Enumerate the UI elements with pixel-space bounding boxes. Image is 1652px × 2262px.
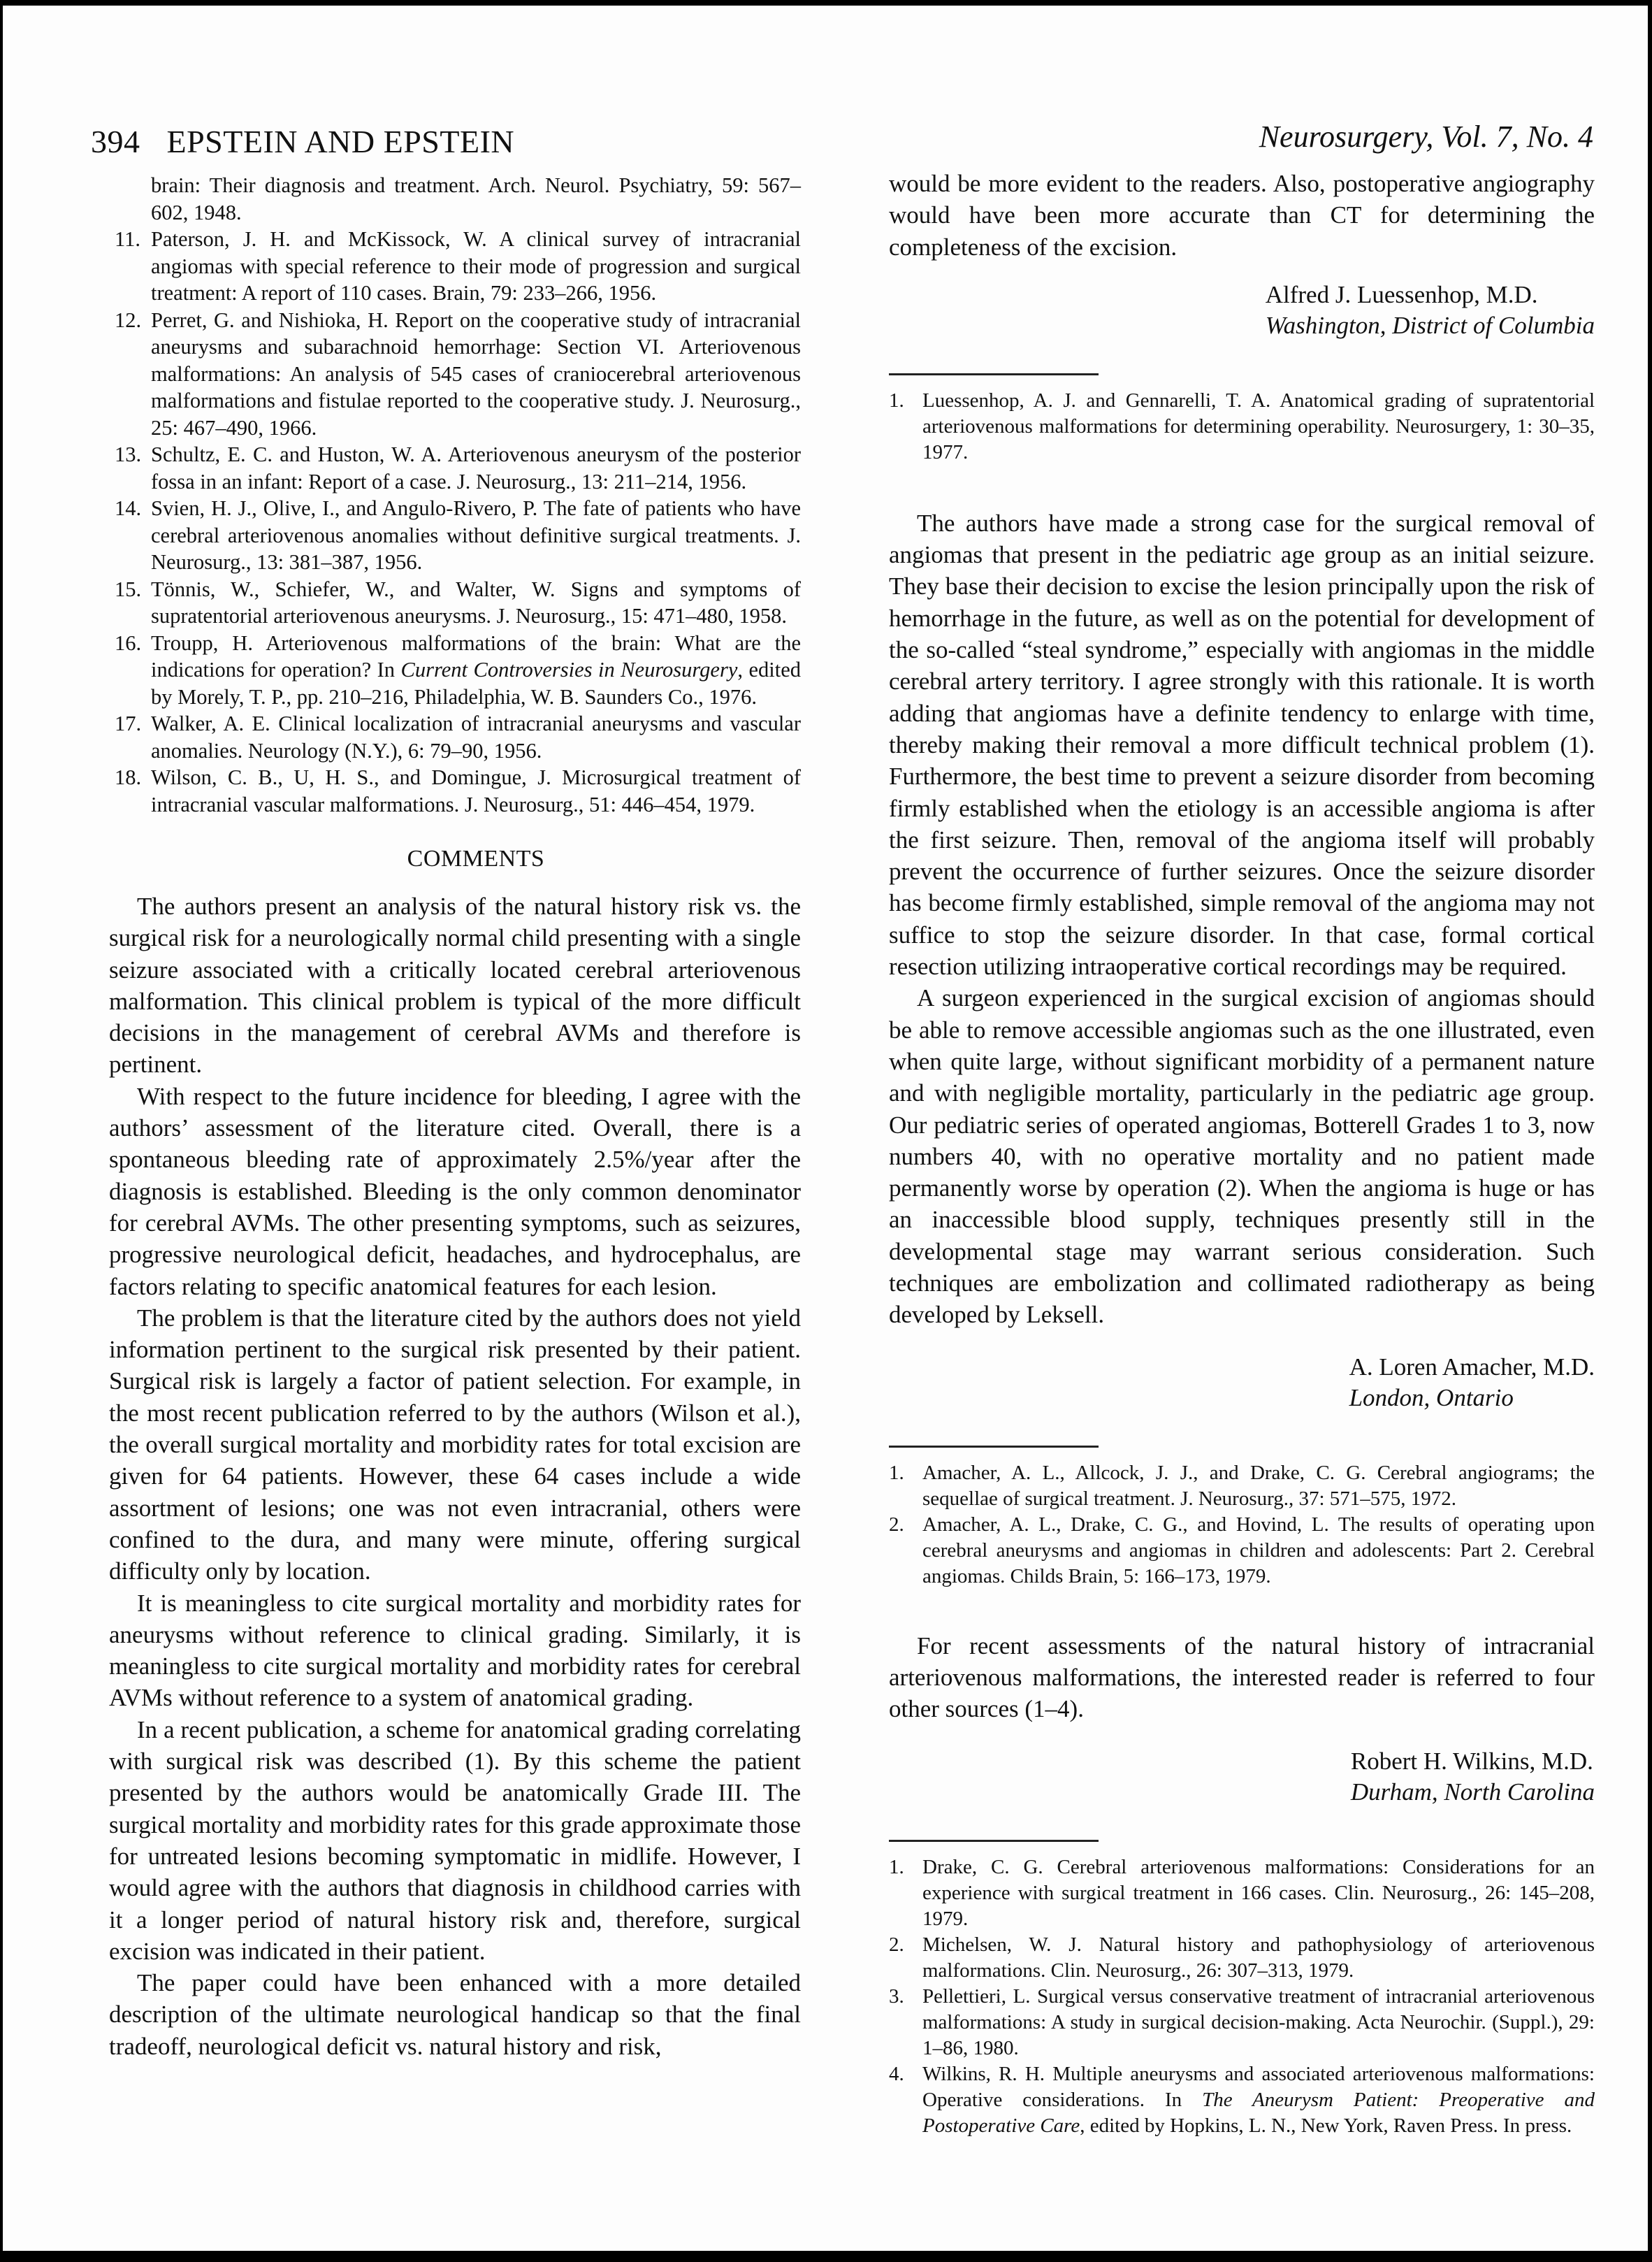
footnote-divider [889,373,1099,375]
reference-item: 13. Schultz, E. C. and Huston, W. A. Arteriovenous aneurysm of the posterior fossa in an infant: Report of a case. J. Neurosurg., 13: 211–214, 1956. [115,442,801,494]
signature-luessenhop [889,280,1595,341]
paragraph: The paper could have been enhanced with a more detailed description of the ultimate neurological handicap so that the final tradeoff, neurological deficit vs. natural history and risk, [109,1969,801,2060]
author-location: London, Ontario [1349,1383,1514,1411]
book-title: Current Controversies in Neurosurgery [400,658,738,682]
paragraph: For recent assessments of the natural history of intracranial arteriovenous malformations, the interested reader is referred to four other sources (1–4). [889,1631,1595,1723]
comments-heading: COMMENTS [407,846,545,872]
paragraph: In a recent publication, a scheme for anatomical grading correlating with surgical risk was described (1). By this scheme the patient presented by the authors would be anatomically Grade III. The surgical mortality and morbidity rates for this grade approximate those for untreated lesions becoming symptomatic in midlife. However, I would agree with the authors that diagnosis in childhood carries with it a longer period of natural history risk and, therefore, surgical excision was indicated in their patient. [109,1715,801,1965]
reference-list-continued [115,172,802,818]
paragraph: The authors present an analysis of the natural history risk vs. the surgical risk for a neurologically normal child presenting with a single seizure associated with a critically located cerebral arteriovenous malformation. This clinical problem is typical of the more difficult decisions in the management of cerebral AVMs and therefore is pertinent. [109,893,801,1079]
reference-item: 18. Wilson, C. B., U, H. S., and Domingue, J. Microsurgical treatment of intracranial vascular malformations. J. Neurosurg., 51: 446–454, 1979. [115,765,801,816]
reference-item: 11. Paterson, J. H. and McKissock, W. A clinical survey of intracranial angiomas with special reference to their mode of progression and surgical treatment: A report of 110 cases. Brain, 79: 233–266, 1956. [115,227,801,305]
reference-item: 4. Wilkins, R. H. Multiple aneurysms and associated arteriovenous malformations: Operative considerations. In The Aneurysm Patient: Preoperative and Postoperative Care, edited by Hopkins, L. N., New York, Raven Press. In press. [889,2062,1595,2137]
right-column [889,168,1595,2139]
reference-item: 12. Perret, G. and Nishioka, H. Report on the cooperative study of intracranial aneurysms and subarachnoid hemorrhage: Section VI. Arteriovenous malformations: An analysis of 545 cases of craniocerebral arteriovenous malformations and fistulae reported to the cooperative study. J. Neurosurg., 25: 467–490, 1966. [115,308,801,440]
comment-2-references [889,1460,1595,1590]
reference-item: 15. Tönnis, W., Schiefer, W., and Walter, W. Signs and symptoms of supratentorial arteriovenous aneurysms. J. Neurosurg., 15: 471–480, 1958. [115,577,801,628]
reference-item: 1. Drake, C. G. Cerebral arteriovenous malformations: Considerations for an experience with surgical treatment in 166 cases. Clin. Neurosurg., 26: 145–208, 1979. [889,1855,1595,1930]
journal-page [3,6,1648,2251]
reference-item: 1. Luessenhop, A. J. and Gennarelli, T. A. Anatomical grading of supratentorial arteriovenous malformations for determining operability. Neurosurgery, 1: 30–35, 1977. [889,389,1595,463]
paragraph: The problem is that the literature cited by the authors does not yield information pertinent to the surgical risk presented by their patient. Surgical risk is largely a factor of patient selection. For example, in the most recent publication referred to by the authors (Wilson et al.), the overall surgical mortality and morbidity rates for total excision are given for 64 patients. However, these 64 cases include a wide assortment of lesions; one was not even intracranial, others were confined to the dura, and many were minute, offering surgical difficulty only by location. [109,1304,801,1585]
comment-1-references [889,388,1595,466]
author-location: Durham, North Carolina [1350,1778,1595,1806]
reference-item: brain: Their diagnosis and treatment. Arch. Neurol. Psychiatry, 59: 567–602, 1948. [151,173,801,224]
paragraph: The authors have made a strong case for the surgical removal of angiomas that present in the pediatric age group as an initial seizure. They base their decision to excise the lesion principally upon the risk of hemorrhage in the future, as well as on the potential for development of the so-called “steal syndrome,” especially with angiomas in the middle cerebral artery territory. I agree strongly with this rationale. It is worth adding that angiomas have a definite tendency to enlarge with time, thereby making their removal a more difficult technical problem (1). Furthermore, the best time to prevent a seizure disorder from becoming firmly established when the etiology is an accessible angioma is after the first seizure. Then, removal of the angioma itself will probably prevent the occurrence of further seizures. Once the seizure disorder has become firmly established, simple removal of the angioma may not suffice to stop the seizure disorder. In that case, formal cortical resection utilizing intraoperative cortical recordings may be required. [889,509,1595,981]
journal-citation: Neurosurgery, Vol. 7, No. 4 [1259,120,1593,154]
reference-item: 17. Walker, A. E. Clinical localization of intracranial aneurysms and vascular anomalies. Neurology (N.Y.), 6: 79–90, 1956. [115,712,801,763]
footnote-divider [889,1840,1099,1842]
running-title: EPSTEIN AND EPSTEIN [166,124,515,159]
paragraph: It is meaningless to cite surgical mortality and morbidity rates for aneurysms without reference to clinical grading. Similarly, it is meaningless to cite surgical mortality and morbidity rates for cerebral AVMs without reference to a system of anatomical grading. [109,1589,801,1712]
footnote-divider [889,1446,1099,1448]
comment-3-body [889,1630,1595,1725]
author-name: Robert H. Wilkins, M.D. [1350,1747,1593,1775]
author-name: A. Loren Amacher, M.D. [1349,1353,1595,1381]
book-title: The Aneurysm Patient: Preoperative and Postoperative Care [922,2088,1595,2137]
page-number: 394 [91,124,140,159]
reference-item: 3. Pellettieri, L. Surgical versus conservative treatment of intracranial arteriovenous malformations: A study in surgical decision-making. Acta Neurochir. (Suppl.), 29: 1–86, 1980. [889,1984,1595,2059]
paragraph-continued: would be more evident to the readers. Also, postoperative angiography would have been more accurate than CT for determining the completeness of the excision. [889,170,1595,261]
comment-2-body [889,507,1595,1331]
reference-item: 2. Amacher, A. L., Drake, C. G., and Hovind, L. The results of operating upon cerebral aneurysms and angiomas in children and adolescents: Part 2. Cerebral angiomas. Childs Brain, 5: 166–173, 1979. [889,1513,1595,1587]
signature-wilkins [889,1746,1595,1808]
author-name: Alfred J. Luessenhop, M.D. [1265,280,1538,308]
paragraph: With respect to the future incidence for bleeding, I agree with the authors’ assessment of the literature cited. Overall, there is a spontaneous bleeding rate of approximately 2.5%/year after the diagnosis is established. Bleeding is the only common denominator for cerebral AVMs. The other presenting symptoms, such as seizures, progressive neurological deficit, headaches, and hydrocephalus, are factors relating to specific anatomical features for each lesion. [109,1082,801,1300]
comment-1-body [109,891,801,2062]
reference-item: 1. Amacher, A. L., Allcock, J. J., and Drake, C. G. Cerebral angiograms; the sequellae of surgical treatment. J. Neurosurg., 37: 571–575, 1972. [889,1461,1595,1510]
author-location: Washington, District of Columbia [1265,311,1595,339]
running-header [91,123,514,160]
comment-3-references [889,1854,1595,2139]
paragraph: A surgeon experienced in the surgical excision of angiomas should be able to remove accessible angiomas such as the one illustrated, even when quite large, without significant morbidity of a permanent nature and with negligible mortality, particularly in the pediatric age group. Our pediatric series of operated angiomas, Botterell Grades 1 to 3, now numbers 40, with no operative mortality and no patient made permanently worse by operation (2). When the angioma is huge or has an inaccessible blood supply, techniques presently still in the developmental stage may warrant serious consideration. Such techniques are embolization and collimated radiotherapy as being developed by Leksell. [889,984,1595,1329]
reference-item: 16. Troupp, H. Arteriovenous malformations of the brain: What are the indications for operation? In Current Controversies in Neurosurgery, edited by Morely, T. P., pp. 210–216, Philadelphia, W. B. Saunders Co., 1976. [115,631,802,709]
reference-item: 14. Svien, H. J., Olive, I., and Angulo-Rivero, P. The fate of patients who have cerebral arteriovenous anomalies without definitive surgical treatments. J. Neurosurg., 13: 381–387, 1956. [115,496,801,574]
reference-item: 2. Michelsen, W. J. Natural history and pathophysiology of arteriovenous malformations. Clin. Neurosurg., 26: 307–313, 1979. [889,1933,1595,1982]
signature-amacher [889,1352,1595,1413]
left-column [109,172,802,2062]
